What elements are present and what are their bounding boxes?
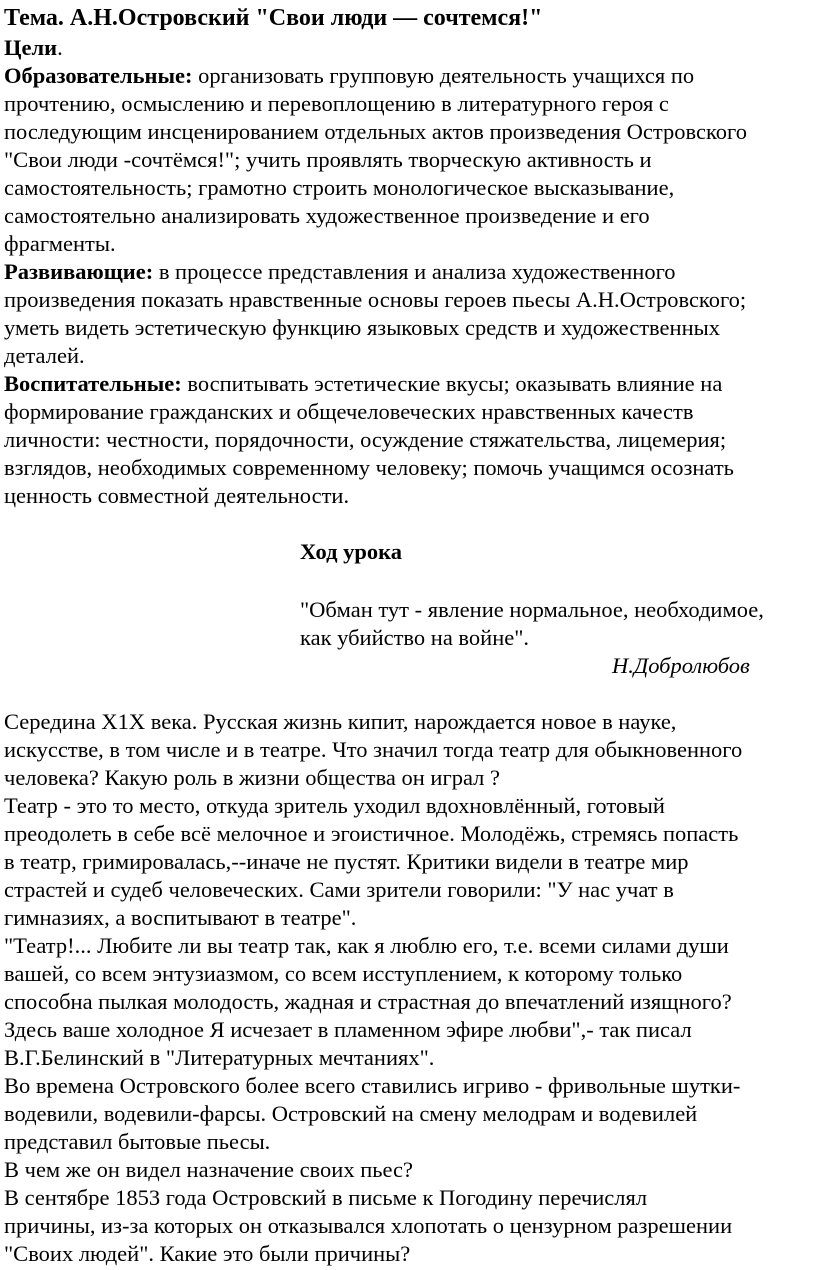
upbringing-goals-line-3: личности: честности, порядочности, осуждение стяжательства, лицемерия; [4,427,727,452]
upbringing-goals-line-1 [4,370,722,398]
upbringing-goals-text: воспитывать эстетические вкусы; оказывать влияние на [181,371,723,396]
body-line-4: Театр - это то место, откуда зритель уходил вдохновлённый, готовый [4,793,665,818]
developing-goals-label: Развивающие: [4,259,154,284]
body-line-12: Здесь ваше холодное Я исчезает в пламенном эфире любви",- так писал [4,1017,692,1042]
epigraph-line-2: как убийство на войне". [300,625,530,650]
upbringing-goals-line-2: формирование гражданских и общечеловеческих нравственных качеств [4,399,694,424]
educational-goals-line-2: прочтению, осмыслению и перевоплощению в литературного героя с [4,91,669,116]
epigraph-author: Н.Добролюбов [612,653,750,678]
body-line-15: водевили, водевили-фарсы. Островский на смену мелодрам и водевилей [4,1101,698,1126]
body-line-20: "Своих людей". Какие это были причины? [4,1241,411,1266]
body-line-6: в театр, гримировалась,--иначе не пустят. Критики видели в театре мир [4,849,689,874]
upbringing-goals-line-4: взглядов, необходимых современному человеку; помочь учащимся осознать [4,455,734,480]
body-line-11: способна пылкая молодость, жадная и страстная до впечатлений изящного? [4,989,732,1014]
developing-goals-line-4: деталей. [4,343,85,368]
body-line-1: Середина Х1Х века. Русская жизнь кипит, нарождается новое в науке, [4,709,677,734]
body-line-14: Во времена Островского более всего ставились игриво - фривольные шутки- [4,1073,741,1098]
body-line-13: В.Г.Белинский в "Литературных мечтаниях". [4,1045,435,1070]
lesson-heading: Ход урока [300,539,403,564]
body-line-19: причины, из-за которых он отказывался хлопотать о цензурном разрешении [4,1213,733,1238]
educational-goals-label: Образовательные: [4,63,193,88]
developing-goals-line-3: уметь видеть эстетическую функцию языковых средств и художественных [4,315,720,340]
upbringing-goals-line-5: ценность совместной деятельности. [4,483,350,508]
goals-heading-suffix: . [57,35,63,60]
educational-goals-line-4: "Свои люди -сочтёмся!"; учить проявлять творческую активность и [4,147,652,172]
educational-goals-line-1 [4,62,694,90]
document-title: Тема. А.Н.Островский "Свои люди — сочтемся!" [4,5,543,31]
body-line-18: В сентябре 1853 года Островский в письме к Погодину перечислял [4,1185,648,1210]
goals-heading-line [4,34,63,62]
body-line-7: страстей и судеб человеческих. Сами зрители говорили: "У нас учат в [4,877,674,902]
educational-goals-line-3: последующим инсценированием отдельных актов произведения Островского [4,119,747,144]
body-line-8: гимназиях, а воспитывают в театре". [4,905,357,930]
body-line-10: вашей, со всем энтузиазмом, со всем исступлением, к которому только [4,961,683,986]
educational-goals-text: организовать групповую деятельность учащихся по [192,63,695,88]
upbringing-goals-label: Воспитательные: [4,371,182,396]
educational-goals-line-7: фрагменты. [4,231,116,256]
body-line-17: В чем же он видел назначение своих пьес? [4,1157,414,1182]
epigraph-line-1: "Обман тут - явление нормальное, необходимое, [300,597,764,622]
body-line-16: представил бытовые пьесы. [4,1129,271,1154]
body-line-9: "Театр!... Любите ли вы театр так, как я люблю его, т.е. всеми силами души [4,933,729,958]
body-line-2: искусстве, в том числе и в театре. Что значил тогда театр для обыкновенного [4,737,743,762]
body-line-3: человека? Какую роль в жизни общества он играл ? [4,765,500,790]
body-line-5: преодолеть в себе всё мелочное и эгоистичное. Молодёжь, стремясь попасть [4,821,739,846]
developing-goals-line-2: произведения показать нравственные основы героев пьесы А.Н.Островского; [4,287,747,312]
developing-goals-line-1 [4,258,676,286]
educational-goals-line-5: самостоятельность; грамотно строить монологическое высказывание, [4,175,675,200]
developing-goals-text: в процессе представления и анализа художественного [153,259,676,284]
educational-goals-line-6: самостоятельно анализировать художественное произведение и его [4,203,650,228]
goals-heading: Цели [4,35,58,60]
